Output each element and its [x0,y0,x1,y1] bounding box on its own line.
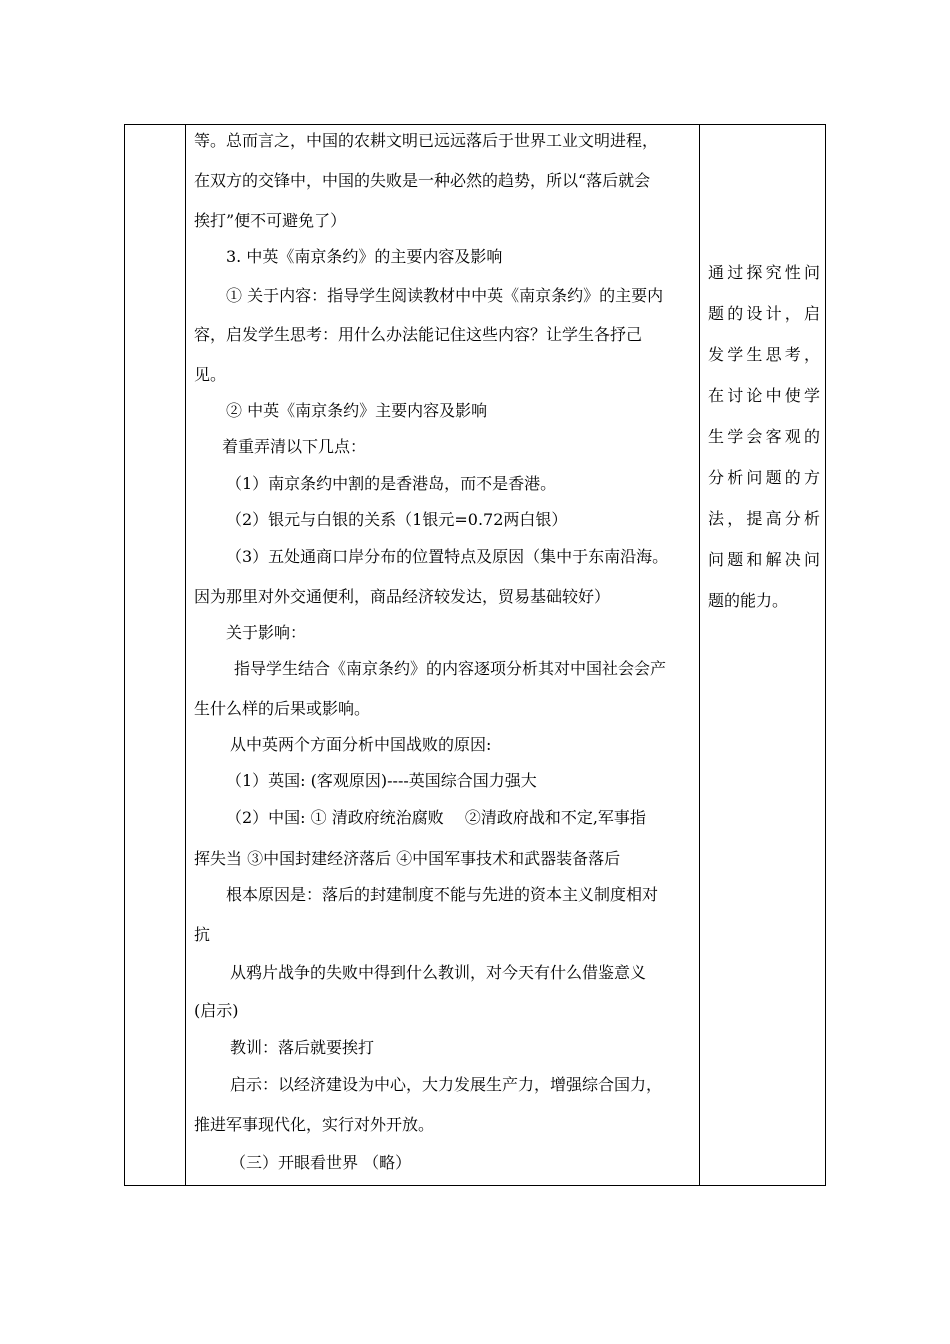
content-line: 着重弄清以下几点： [222,437,367,456]
side-line: 生 学 会 客 观 的 [708,427,820,446]
side-line: 发 学 生 思 考 ， [708,345,820,364]
content-line: （2）中国: ① 清政府统治腐败 ②清政府战和不定,军事指 [226,808,646,827]
side-line: 题的能力。 [708,591,789,610]
content-line: 3. 中英《南京条约》的主要内容及影响 [226,247,503,266]
content-line: （1）英国: (客观原因)----英国综合国力强大 [226,771,537,790]
content-line: 根本原因是：落后的封建制度不能与先进的资本主义制度相对 [226,885,659,904]
content-line: 启示：以经济建设为中心，大力发展生产力，增强综合国力， [230,1075,663,1094]
content-line: 挨打”便不可避免了） [194,211,347,230]
side-line: 法 ， 提 高 分 析 [708,509,820,528]
side-line: 通 过 探 究 性 问 [708,263,820,282]
content-line: （三）开眼看世界 （略） [230,1153,412,1172]
side-line: 问 题 和 解 决 问 [708,550,820,569]
content-line: 在双方的交锋中，中国的失败是一种必然的趋势，所以“落后就会 [194,171,651,190]
content-line: （1）南京条约中割的是香港岛，而不是香港。 [226,474,557,493]
column-divider [699,125,700,1185]
content-line: 等。总而言之，中国的农耕文明已远远落后于世界工业文明进程， [194,131,659,150]
content-line: 指导学生结合《南京条约》的内容逐项分析其对中国社会会产 [234,659,667,678]
content-line: 容，启发学生思考：用什么办法能记住这些内容？让学生各抒己 [194,325,643,344]
content-line: 见。 [194,365,227,384]
content-line: （2）银元与白银的关系（1银元=0.72两白银） [226,510,568,529]
content-line: (启示) [194,1001,239,1020]
content-line: 从中英两个方面分析中国战败的原因: [230,735,492,754]
column-divider [185,125,186,1185]
content-line: （3）五处通商口岸分布的位置特点及原因（集中于东南沿海。 [226,547,669,566]
lesson-table [124,124,826,1186]
content-line: 抗 [194,925,211,944]
side-line: 在 讨 论 中 使 学 [708,386,820,405]
side-line: 分 析 问 题 的 方 [708,468,820,487]
content-line: 因为那里对外交通便利，商品经济较发达，贸易基础较好） [194,587,611,606]
content-line: 挥失当 ③中国封建经济落后 ④中国军事技术和武器装备落后 [194,849,621,868]
content-line: 教训：落后就要挨打 [230,1038,375,1057]
content-line: 从鸦片战争的失败中得到什么教训，对今天有什么借鉴意义 [230,963,647,982]
content-line: 生什么样的后果或影响。 [194,699,371,718]
content-line: 推进军事现代化，实行对外开放。 [194,1115,435,1134]
content-line: 关于影响： [226,623,307,642]
content-line: ② 中英《南京条约》主要内容及影响 [226,401,488,420]
side-line: 题 的 设 计 ， 启 [708,304,820,323]
content-line: ① 关于内容：指导学生阅读教材中中英《南京条约》的主要内 [226,286,664,305]
